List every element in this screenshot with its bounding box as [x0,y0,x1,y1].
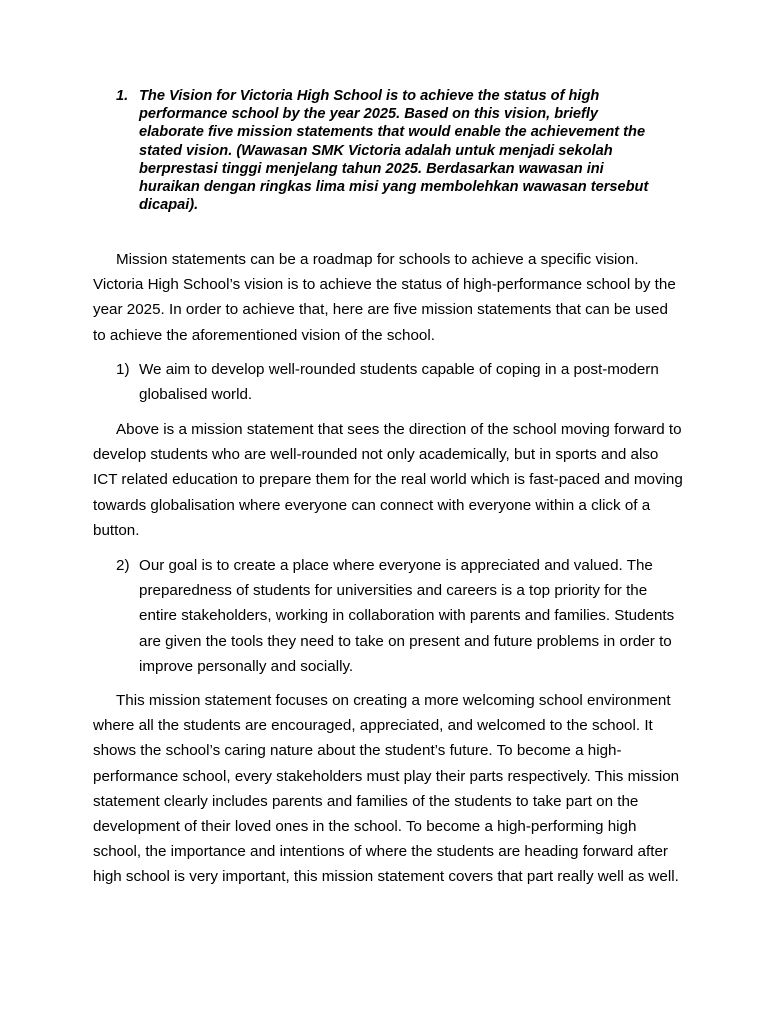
mission-number: 1) [116,361,130,378]
question-block [116,87,656,214]
question-number: 1. [116,88,129,104]
intro-text: Mission statements can be a roadmap for schools to achieve a specific vision. Victoria High School’s vision is to achieve the status of high-performance school by the year 2025. In order to achieve that, here are five mission statements that can be used to achieve the aforementioned vision of the school. [93,251,676,344]
intro-paragraph [93,247,683,348]
mission-number: 2) [116,557,130,574]
explanation-text: Above is a mission statement that sees the direction of the school moving forward to develop students who are well-rounded not only academically, but in sports and also ICT related education to prepare them for the real world which is fast-paced and moving towards globalisation where everyone can connect with everyone within a click of a button. [93,421,683,539]
mission-statement: We aim to develop well-rounded students capable of coping in a post-modern globalised world. [139,361,659,404]
mission-statement: Our goal is to create a place where everyone is appreciated and valued. The preparedness of students for universities and careers is a top priority for the entire stakeholders, working in collaboration with parents and families. Students are given the tools they need to take on present and future problems in order to improve personally and socially. [139,557,675,675]
mission-explanation-1 [93,417,683,543]
mission-item-2 [116,553,676,679]
mission-item-1 [116,357,676,407]
explanation-text: This mission statement focuses on creating a more welcoming school environment where all the students are encouraged, appreciated, and welcomed to the school. It shows the school’s caring nature about the student’s future. To become a high-performance school, every stakeholders must play their parts respectively. This mission statement clearly includes parents and families of the students to take part on the development of their loved ones in the school. To become a high-performing high school, the importance and intentions of where the students are heading forward after high school is very important, this mission statement covers that part really well as well. [93,692,680,886]
mission-explanation-2 [93,688,683,890]
question-text: The Vision for Victoria High School is to achieve the status of high performance school by the year 2025. Based on this vision, briefly elaborate five mission statements that would enable the achievement the stated vision. (Wawasan SMK Victoria adalah untuk menjadi sekolah berprestasi tinggi menjelang tahun 2025. Berdasarkan wawasan ini huraikan dengan ringkas lima misi yang membolehkan wawasan tersebut dicapai). [139,88,649,214]
